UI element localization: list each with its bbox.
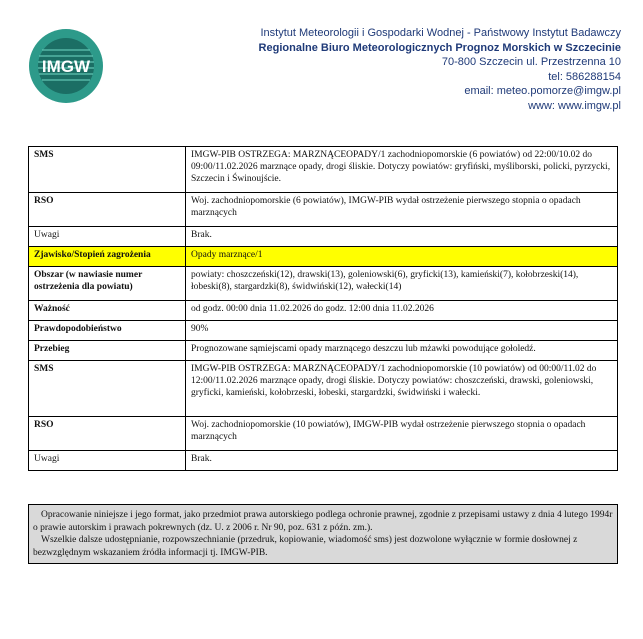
table-row [29,321,618,341]
table-row [29,361,618,417]
imgw-logo [28,28,104,104]
table-row [29,301,618,321]
row-label: SMS [29,147,186,193]
row-value: Brak. [186,451,618,471]
row-label: Prawdopodobieństwo [29,321,186,341]
website: www: www.imgw.pl [528,99,621,112]
row-label: RSO [29,417,186,451]
row-value: powiaty: choszczeński(12), drawski(13), goleniowski(6), gryficki(13), kamieński(7), kołobrzeski(14), łobeski(8), stargardzki(8), świdwiński(12), wałecki(14) [186,267,618,301]
row-label: Obszar (w nawiasie numer ostrzeżenia dla powiatu) [29,267,186,301]
address: 70-800 Szczecin ul. Przestrzenna 10 [441,56,621,68]
row-label: SMS [29,361,186,417]
row-label: RSO [29,193,186,227]
row-value: Woj. zachodniopomorskie (10 powiatów), IMGW-PIB wydał ostrzeżenie pierwszego stopnia o opadach marznących [186,417,618,451]
row-value: od godz. 00:00 dnia 11.02.2026 do godz. 12:00 dnia 11.02.2026 [186,301,618,321]
copyright-disclaimer [28,504,618,564]
institute-name: Instytut Meteorologii i Gospodarki Wodnej - Państwowy Instytut Badawczy [260,27,621,39]
phone: tel: 586288154 [548,70,621,83]
row-label: Przebieg [29,341,186,361]
table-row [29,417,618,451]
table-row [29,341,618,361]
disclaimer-paragraph: Wszelkie dalsze udostępnianie, rozpowszechnianie (przedruk, kopiowanie, wiadomość sms) jest dozwolone wyłącznie w formie dosłownej z bezwzględnym wskazaniem źródła informacji tj. IMGW-PIB. [33,535,578,558]
row-value: IMGW-PIB OSTRZEGA: MARZNĄCEOPADY/1 zachodniopomorskie (6 powiatów) od 22:00/10.02 do 09:00/11.02.2026 marznące opady, drogi śliskie. Dotyczy powiatów: gryfiński, myśliborski, policki, pyrzycki, Szczecin i Świnoujście. [186,147,618,193]
table-row [29,147,618,193]
institute-header [259,26,621,113]
disclaimer-paragraph: Opracowanie niniejsze i jego format, jako przedmiot prawa autorskiego podlega ochronie prawnej, zgodnie z przepisami ustawy z dnia 4 lutego 1994r o prawie autorskim i prawach pokrewnych (dz. U. z 2006 r. Nr 90, poz. 631 z późn. zm.). [33,510,613,533]
row-value: Opady marznące/1 [186,247,618,267]
warning-table [28,146,618,471]
row-label: Uwagi [29,227,186,247]
table-row [29,267,618,301]
table-row [29,451,618,471]
table-row [29,193,618,227]
office-name: Regionalne Biuro Meteorologicznych Prognoz Morskich w Szczecinie [258,41,621,54]
table-row [29,227,618,247]
row-label: Zjawisko/Stopień zagrożenia [29,247,186,267]
row-value: Woj. zachodniopomorskie (6 powiatów), IMGW-PIB wydał ostrzeżenie pierwszego stopnia o opadach marznących [186,193,618,227]
row-label: Uwagi [29,451,186,471]
table-row-highlighted [29,247,618,267]
row-value: IMGW-PIB OSTRZEGA: MARZNĄCEOPADY/1 zachodniopomorskie (10 powiatów) od 00:00/11.02 do 12:00/11.02.2026 marznące opady, drogi śliskie. Dotyczy powiatów: choszczeński, drawski, goleniowski, gryficki, kamieński, kołobrzeski, łobeski, stargardzki, świdwiński i wałecki. [186,361,618,417]
row-value: Prognozowane sąmiejscami opady marznącego deszczu lub mżawki powodujące gołoledź. [186,341,618,361]
row-value: 90% [186,321,618,341]
logo-text: IMGW [41,57,91,76]
row-label: Ważność [29,301,186,321]
email: email: meteo.pomorze@imgw.pl [464,85,621,97]
row-value: Brak. [186,227,618,247]
